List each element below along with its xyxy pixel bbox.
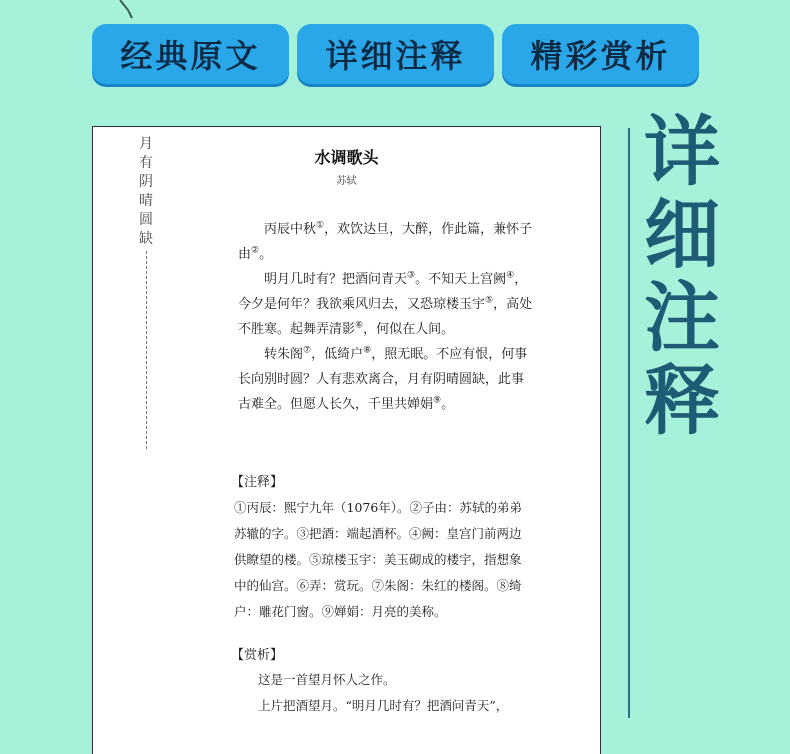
poem-upper-stanza: 明月几时有？把酒问青天③。不知天上宫阙④，今夕是何年？我欲乘风归去，又恐琼楼玉宇⑤，高处不胜寒。起舞弄清影⑥，何似在人间。 [238, 270, 533, 337]
appreciation-heading: 【赏析】 [231, 648, 284, 663]
side-dashed-divider [146, 251, 147, 449]
appreciation-text: 这是一首望月怀人之作。 上片把酒望月。“明月几时有？把酒问青天”， [258, 672, 509, 713]
badge-detailed-annotations: 详细注释 [297, 24, 494, 84]
poem-author: 苏轼 [336, 176, 357, 187]
banner-divider-line [628, 128, 630, 718]
badge-classic-original-text: 经典原文 [92, 24, 289, 84]
notes-text: ①丙辰：熙宁九年（1076年）。②子由：苏轼的弟弟苏辙的字。③把酒：端起酒杯。④阙：皇宫门前两边供瞭望的楼。⑤琼楼玉宇：美玉砌成的楼宇，指想象中的仙宫。⑥弄：赏玩。⑦朱阁：朱红的楼阁。⑧绮户：雕花门窗。⑨婵娟：月亮的美称。 [234, 500, 523, 619]
side-title: 月 有 阴 晴 圆 缺 [139, 136, 153, 247]
side-banner: 详 细 注 释 [644, 107, 720, 445]
book-page [92, 126, 601, 754]
poem-lower-stanza: 转朱阁⑦，低绮户⑧，照无眠。不应有恨，何事长向别时圆？人有悲欢离合，月有阴晴圆缺，此事古难全。但愿人长久，千里共婵娟⑨。 [238, 345, 528, 412]
poem-title: 水调歌头 [314, 148, 379, 167]
notes-heading: 【注释】 [231, 475, 284, 490]
brush-stroke-decoration [118, 0, 140, 20]
poem-preface: 丙辰中秋①，欢饮达旦，大醉，作此篇，兼怀子由②。 [238, 220, 533, 262]
badge-wonderful-appreciation: 精彩赏析 [502, 24, 699, 84]
poem-body [238, 217, 533, 417]
